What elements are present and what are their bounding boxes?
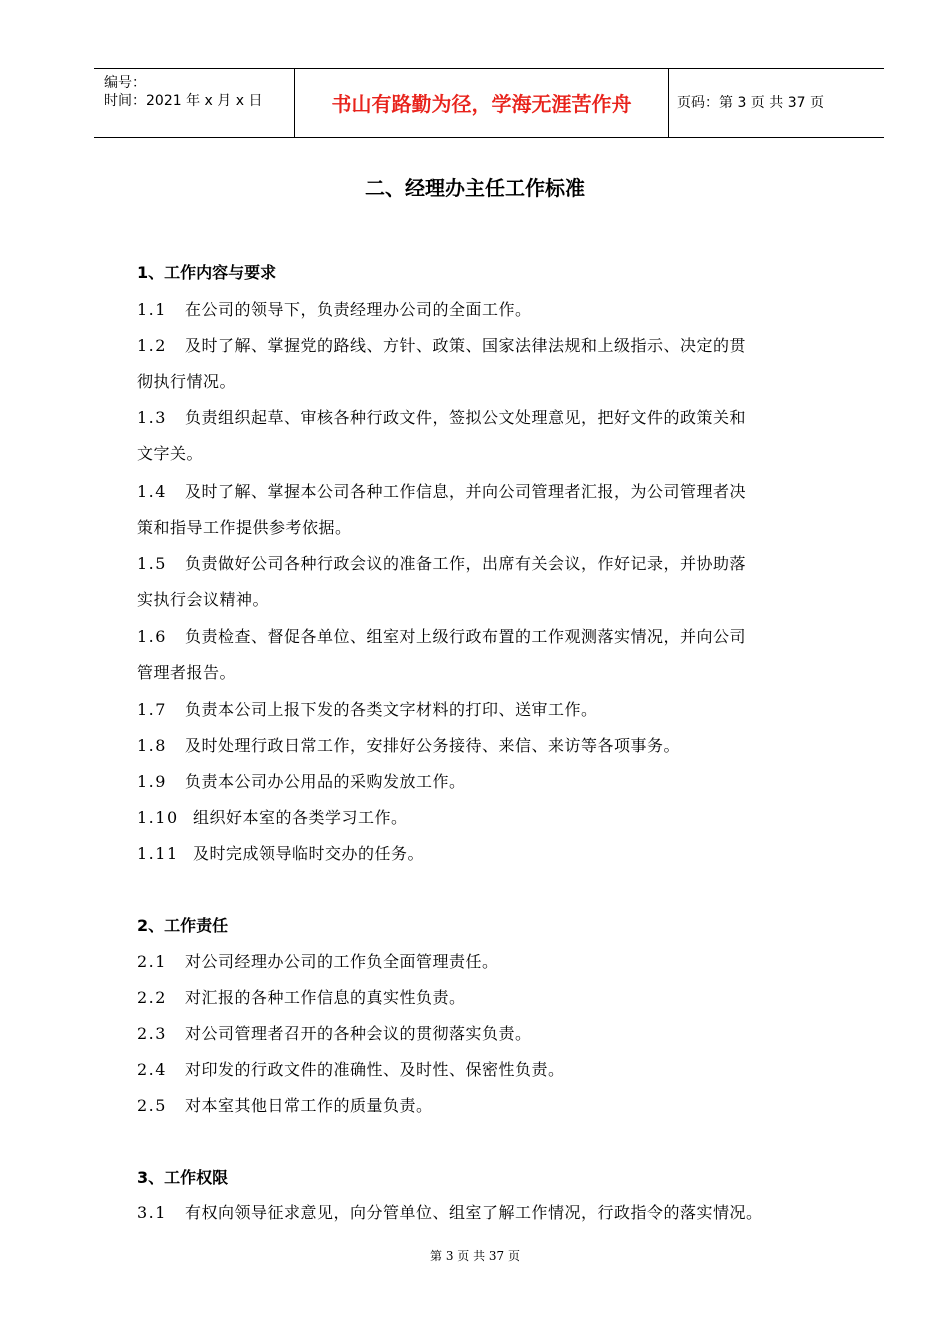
section-heading: 1、工作内容与要求 [137,263,277,282]
item-text: 有权向领导征求意见，向分管单位、组室了解工作情况，行政指令的落实情况。 [185,1203,763,1222]
item-text: 对公司经理办公司的工作负全面管理责任。 [185,952,499,971]
item-continuation: 策和指导工作提供参考依据。 [137,518,352,537]
list-item [137,800,847,836]
header-motto-cell [294,69,669,137]
item-continuation: 管理者报告。 [137,663,237,682]
list-item [137,474,847,510]
item-text: 负责组织起草、审核各种行政文件，签拟公文处理意见，把好文件的政策关和 [185,408,747,427]
list-item [137,1016,847,1052]
item-text: 及时了解、掌握本公司各种工作信息，并向公司管理者汇报，为公司管理者决 [185,482,747,501]
item-text: 及时完成领导临时交办的任务。 [193,844,425,863]
item-number: 1.7 [137,700,167,719]
item-text: 负责做好公司各种行政会议的准备工作，出席有关会议，作好记录，并协助落 [185,554,747,573]
item-number: 1.8 [137,736,167,755]
item-text: 负责本公司上报下发的各类文字材料的打印、送审工作。 [185,700,598,719]
list-item [137,1088,847,1124]
list-item [137,692,847,728]
page-title: 二、经理办主任工作标准 [365,176,585,200]
item-number: 1.2 [137,336,167,355]
header-motto: 书山有路勤为径，学海无涯苦作舟 [331,92,632,116]
item-number: 2.4 [137,1060,167,1079]
list-item [137,328,847,364]
item-number: 1.10 [137,808,179,827]
page-footer: 第 3 页 共 37 页 [430,1249,520,1263]
item-text: 负责检查、督促各单位、组室对上级行政布置的工作观测落实情况，并向公司 [185,627,747,646]
list-item [137,764,847,800]
header-page-cell [669,69,884,137]
list-item [137,836,847,872]
item-number: 2.1 [137,952,167,971]
item-number: 3.1 [137,1203,167,1222]
list-item [137,292,847,328]
item-continuation: 彻执行情况。 [137,372,237,391]
list-item [137,1195,847,1231]
section-heading: 2、工作责任 [137,916,229,935]
item-number: 2.3 [137,1024,167,1043]
list-item [137,944,847,980]
list-item [137,400,847,436]
item-text: 负责本公司办公用品的采购发放工作。 [185,772,466,791]
list-item [137,728,847,764]
item-text: 对汇报的各种工作信息的真实性负责。 [185,988,466,1007]
item-number: 1.11 [137,844,179,863]
header-meta-cell [94,69,294,137]
item-text: 对本室其他日常工作的质量负责。 [185,1096,433,1115]
item-text: 在公司的领导下，负责经理办公司的全面工作。 [185,300,532,319]
item-number: 2.2 [137,988,167,1007]
list-item [137,980,847,1016]
item-text: 及时处理行政日常工作，安排好公务接待、来信、来访等各项事务。 [185,736,681,755]
item-text: 及时了解、掌握党的路线、方针、政策、国家法律法规和上级指示、决定的贯 [185,336,747,355]
item-text: 组织好本室的各类学习工作。 [193,808,408,827]
item-continuation: 实执行会议精神。 [137,590,270,609]
header-number-label: 编号： [104,75,146,91]
item-text: 对印发的行政文件的准确性、及时性、保密性负责。 [185,1060,565,1079]
item-number: 1.5 [137,554,167,573]
item-number: 1.3 [137,408,167,427]
header-time-label: 时间：2021 年 x 月 x 日 [104,93,263,109]
item-number: 1.6 [137,627,167,646]
item-number: 2.5 [137,1096,167,1115]
item-number: 1.4 [137,482,167,501]
list-item [137,546,847,582]
document-header [94,68,884,138]
list-item [137,1052,847,1088]
list-item [137,619,847,655]
item-number: 1.9 [137,772,167,791]
section-heading: 3、工作权限 [137,1168,229,1187]
item-text: 对公司管理者召开的各种会议的贯彻落实负责。 [185,1024,532,1043]
item-number: 1.1 [137,300,167,319]
header-page-label: 页码：第 3 页 共 37 页 [677,95,824,111]
item-continuation: 文字关。 [137,444,204,463]
